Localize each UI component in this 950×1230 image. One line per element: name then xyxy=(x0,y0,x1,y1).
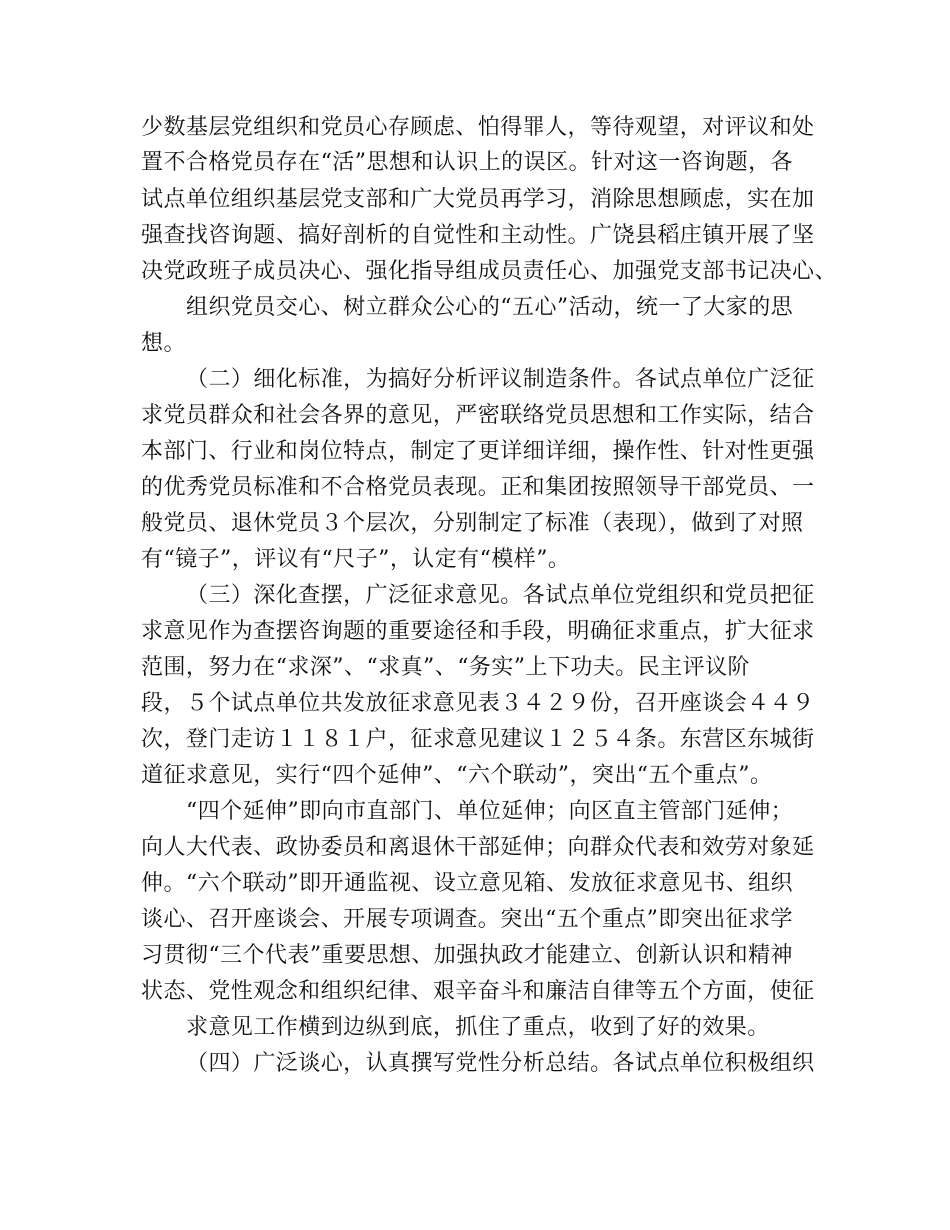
text-line: 次，登门走访１１８１户，征求意见建议１２５４条。东营区东城街 xyxy=(141,727,815,752)
text-line: 求意见工作横到边纵到底，抓住了重点，收到了好的效果。 xyxy=(186,1015,770,1040)
text-line: 想。 xyxy=(141,331,186,356)
text-line: 范围，努力在“求深”、“求真”、“务实”上下功夫。民主评议阶 xyxy=(141,655,750,680)
section-heading-line: （二）细化标准，为搞好分析评议制造条件。各试点单位广泛征 xyxy=(186,367,815,392)
text-line: 的优秀党员标准和不合格党员表现。正和集团按照领导干部党员、一 xyxy=(141,475,815,500)
text-line: 伸。“六个联动”即开通监视、设立意见箱、发放征求意见书、组织 xyxy=(141,871,793,896)
text-line: 决党政班子成员决心、强化指导组成员责任心、加强党支部书记决心、 xyxy=(141,259,837,284)
section-heading-line: （三）深化查摆，广泛征求意见。各试点单位党组织和党员把征 xyxy=(186,583,815,608)
text-line: 求党员群众和社会各界的意见，严密联络党员思想和工作实际，结合 xyxy=(141,403,815,428)
text-line: 有“镜子”，评议有“尺子”，认定有“模样”。 xyxy=(141,547,571,572)
text-line: 求意见作为查摆咨询题的重要途径和手段，明确征求重点，扩大征求 xyxy=(141,619,815,644)
section-heading-line: （四）广泛谈心，认真撰写党性分析总结。各试点单位积极组织 xyxy=(186,1051,815,1076)
text-line: 组织党员交心、树立群众公心的“五心”活动，统一了大家的思 xyxy=(186,295,794,320)
text-line: 少数基层党组织和党员心存顾虑、怕得罪人，等待观望，对评议和处 xyxy=(141,115,815,140)
text-line: 强查找咨询题、搞好剖析的自觉性和主动性。广饶县稻庄镇开展了坚 xyxy=(141,223,815,248)
text-line: 道征求意见，实行“四个延伸”、“六个联动”，突出“五个重点”。 xyxy=(141,763,773,788)
text-line: 置不合格党员存在“活”思想和认识上的误区。针对这一咨询题，各 xyxy=(141,150,793,175)
text-line: 试点单位组织基层党支部和广大党员再学习，消除思想顾虑，实在加 xyxy=(141,187,815,212)
text-line: “四个延伸”即向市直部门、单位延伸；向区直主管部门延伸； xyxy=(186,799,794,824)
text-line: 状态、党性观念和组织纪律、艰辛奋斗和廉洁自律等五个方面，使征 xyxy=(141,979,815,1004)
text-line: 习贯彻“三个代表”重要思想、加强执政才能建立、创新认识和精神 xyxy=(141,943,793,968)
text-line: 本部门、行业和岗位特点，制定了更详细详细，操作性、针对性更强 xyxy=(141,439,815,464)
text-line: 向人大代表、政协委员和离退休干部延伸；向群众代表和效劳对象延 xyxy=(141,835,815,860)
text-line: 般党员、退休党员３个层次，分别制定了标准（表现），做到了对照 xyxy=(141,511,804,536)
text-line: 段，５个试点单位共发放征求意见表３４２９份，召开座谈会４４９ xyxy=(141,691,815,716)
text-line: 谈心、召开座谈会、开展专项调查。突出“五个重点”即突出征求学 xyxy=(141,907,793,932)
